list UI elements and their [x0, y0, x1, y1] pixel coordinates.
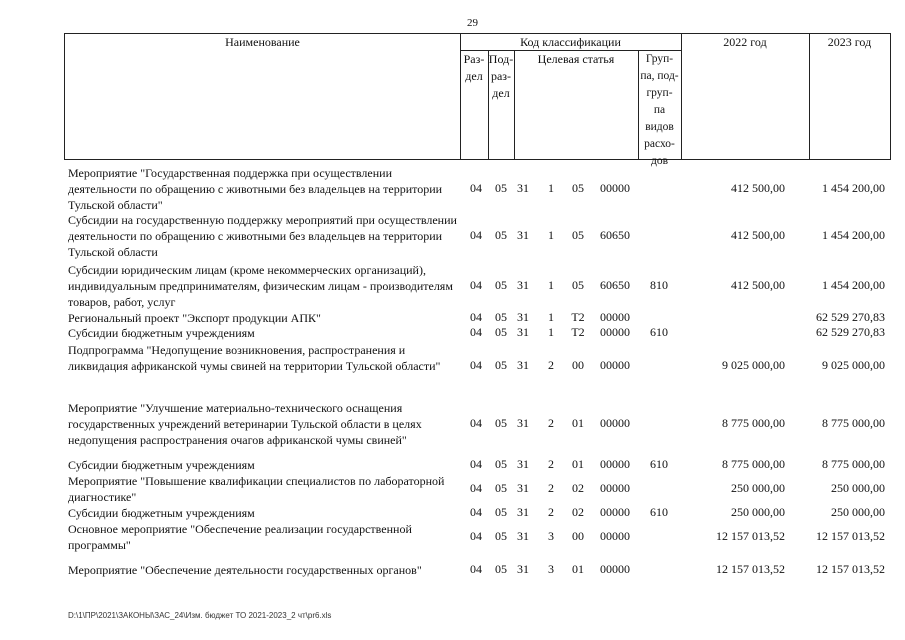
code-t1: 31: [517, 358, 529, 372]
amount-2022: 412 500,00: [731, 181, 785, 195]
table-row: [0, 562, 905, 578]
header-2023: 2023 год: [827, 35, 872, 49]
code-p: 05: [495, 529, 507, 543]
code-t1: 31: [517, 181, 529, 195]
table-row: [0, 400, 905, 448]
code-r: 04: [470, 310, 482, 324]
code-g: 610: [650, 325, 668, 339]
code-t4: 00000: [600, 358, 630, 372]
row-name: Мероприятие "Государственная поддержка при осуществлении деятельности по обращению с животными без владельцев на территории Тульской области": [68, 166, 443, 212]
code-g: 610: [650, 505, 668, 519]
header-podrazdel: Под- раз- дел: [488, 52, 514, 100]
code-p: 05: [495, 181, 507, 195]
code-t4: 00000: [600, 325, 630, 339]
code-t4: 00000: [600, 505, 630, 519]
code-r: 04: [470, 278, 482, 292]
code-t3: 00: [572, 529, 584, 543]
amount-2022: 8 775 000,00: [722, 416, 785, 430]
code-t3: 02: [572, 505, 584, 519]
code-t1: 31: [517, 325, 529, 339]
code-r: 04: [470, 416, 482, 430]
code-t2: 3: [548, 529, 554, 543]
code-r: 04: [470, 457, 482, 471]
amount-2022: 412 500,00: [731, 278, 785, 292]
amount-2022: 250 000,00: [731, 505, 785, 519]
amount-2023: 250 000,00: [831, 481, 885, 495]
table-row: [0, 165, 905, 213]
row-name: Региональный проект "Экспорт продукции АПК": [68, 311, 321, 325]
code-g: 810: [650, 278, 668, 292]
row-name: Подпрограмма "Недопущение возникновения, распространения и ликвидация африканской чумы свиней на территории Тульской области": [68, 343, 441, 373]
amount-2023: 12 157 013,52: [816, 529, 885, 543]
page-number: 29: [467, 17, 478, 29]
code-t2: 1: [548, 310, 554, 324]
code-t3: 05: [572, 181, 584, 195]
row-name: Мероприятие "Повышение квалификации специалистов по лабораторной диагностике": [68, 474, 445, 504]
code-p: 05: [495, 310, 507, 324]
row-name: Субсидии юридическим лицам (кроме некоммерческих организаций), индивидуальным предпринимателям, физическим лицам - производителям товаров, работ, услуг: [68, 263, 453, 309]
code-t3: 05: [572, 278, 584, 292]
table-header: [64, 33, 891, 167]
code-t1: 31: [517, 416, 529, 430]
row-name: Субсидии на государственную поддержку мероприятий при осуществлении деятельности по обращению с животными без владельцев на территории Тульской области: [68, 213, 457, 259]
amount-2023: 8 775 000,00: [822, 457, 885, 471]
code-r: 04: [470, 325, 482, 339]
code-t3: 05: [572, 228, 584, 242]
amount-2023: 12 157 013,52: [816, 562, 885, 576]
code-p: 05: [495, 278, 507, 292]
header-classification-code: Код классификации: [520, 35, 621, 49]
code-g: 610: [650, 457, 668, 471]
code-t3: Т2: [571, 310, 585, 324]
code-t2: 2: [548, 481, 554, 495]
table-row: [0, 457, 905, 473]
row-name: Субсидии бюджетным учреждениям: [68, 326, 255, 340]
amount-2023: 8 775 000,00: [822, 416, 885, 430]
code-t4: 60650: [600, 278, 630, 292]
code-t2: 2: [548, 505, 554, 519]
code-p: 05: [495, 416, 507, 430]
file-path: D:\1\ПР\2021\ЗАКОНЫ\ЗАС_24\Изм. бюджет ТО 2021-2023_2 чт\pr6.xls: [68, 611, 332, 620]
header-2022: 2022 год: [723, 35, 767, 49]
code-t4: 60650: [600, 228, 630, 242]
table-row: [0, 473, 905, 505]
amount-2023: 9 025 000,00: [822, 358, 885, 372]
code-t3: 01: [572, 416, 584, 430]
code-r: 04: [470, 481, 482, 495]
amount-2022: 412 500,00: [731, 228, 785, 242]
code-t2: 1: [548, 181, 554, 195]
code-t4: 00000: [600, 310, 630, 324]
code-t2: 2: [548, 358, 554, 372]
code-t4: 00000: [600, 181, 630, 195]
table-row: [0, 325, 905, 341]
header-name: Наименование: [225, 35, 300, 49]
code-t2: 1: [548, 228, 554, 242]
header-razdel: Раз- дел: [463, 52, 485, 83]
code-t1: 31: [517, 457, 529, 471]
header-expense-group: Груп- па, под- груп- па видов расхо- дов: [640, 53, 679, 167]
amount-2023: 62 529 270,83: [816, 310, 885, 324]
code-r: 04: [470, 562, 482, 576]
row-name: Основное мероприятие "Обеспечение реализации государственной программы": [68, 522, 412, 552]
code-t4: 00000: [600, 457, 630, 471]
amount-2022: 12 157 013,52: [716, 529, 785, 543]
code-r: 04: [470, 358, 482, 372]
table-row: [0, 262, 905, 310]
row-name: Субсидии бюджетным учреждениям: [68, 458, 255, 472]
code-t1: 31: [517, 278, 529, 292]
code-t1: 31: [517, 228, 529, 242]
row-name: Субсидии бюджетным учреждениям: [68, 506, 255, 520]
code-t2: 1: [548, 278, 554, 292]
code-t3: 01: [572, 457, 584, 471]
code-t3: 02: [572, 481, 584, 495]
code-r: 04: [470, 228, 482, 242]
code-p: 05: [495, 562, 507, 576]
row-name: Мероприятие "Обеспечение деятельности государственных органов": [68, 563, 422, 577]
table-row: [0, 505, 905, 521]
code-p: 05: [495, 481, 507, 495]
table-row: [0, 212, 905, 260]
code-t3: 01: [572, 562, 584, 576]
code-t2: 3: [548, 562, 554, 576]
code-t4: 00000: [600, 562, 630, 576]
code-p: 05: [495, 457, 507, 471]
code-t1: 31: [517, 481, 529, 495]
table-row: [0, 310, 905, 326]
code-p: 05: [495, 325, 507, 339]
code-t2: 2: [548, 457, 554, 471]
table-row: [0, 342, 905, 390]
code-t1: 31: [517, 529, 529, 543]
code-t4: 00000: [600, 416, 630, 430]
code-t1: 31: [517, 310, 529, 324]
code-r: 04: [470, 529, 482, 543]
code-t3: 00: [572, 358, 584, 372]
code-p: 05: [495, 505, 507, 519]
row-name: Мероприятие "Улучшение материально-технического оснащения государственных учреждений ветеринарии Тульской области в целях недопущения распространения очагов африканской чумы свиней": [68, 401, 422, 447]
amount-2023: 62 529 270,83: [816, 325, 885, 339]
code-t1: 31: [517, 505, 529, 519]
code-t3: Т2: [571, 325, 585, 339]
code-t4: 00000: [600, 481, 630, 495]
amount-2023: 1 454 200,00: [822, 278, 885, 292]
header-target-article: Целевая статья: [537, 52, 615, 66]
code-r: 04: [470, 505, 482, 519]
amount-2023: 250 000,00: [831, 505, 885, 519]
code-t2: 1: [548, 325, 554, 339]
amount-2022: 9 025 000,00: [722, 358, 785, 372]
amount-2022: 12 157 013,52: [716, 562, 785, 576]
amount-2022: 8 775 000,00: [722, 457, 785, 471]
code-t1: 31: [517, 562, 529, 576]
code-p: 05: [495, 228, 507, 242]
amount-2023: 1 454 200,00: [822, 228, 885, 242]
code-r: 04: [470, 181, 482, 195]
code-t4: 00000: [600, 529, 630, 543]
code-t2: 2: [548, 416, 554, 430]
code-p: 05: [495, 358, 507, 372]
table-row: [0, 521, 905, 553]
amount-2022: 250 000,00: [731, 481, 785, 495]
amount-2023: 1 454 200,00: [822, 181, 885, 195]
